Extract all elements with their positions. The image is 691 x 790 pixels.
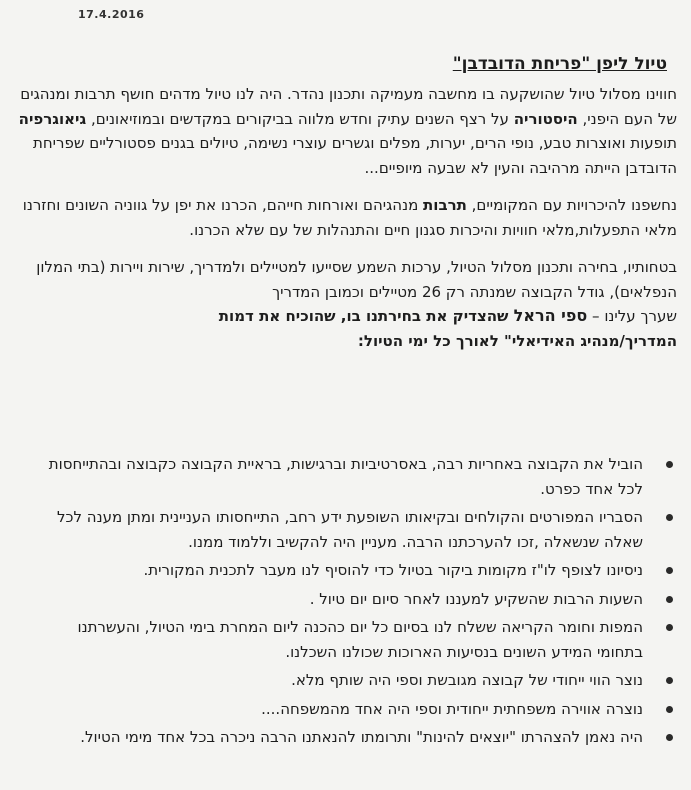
bullet-icon (666, 624, 673, 631)
list-item (40, 587, 677, 612)
bullet-icon (666, 734, 673, 741)
list-item (40, 558, 677, 583)
list-item (40, 452, 677, 501)
list-item-text: ניסיונו לצופף לו"ז מקומות ביקור בטיול כדי להוסיף לנו מעבר לתכנית המקורית. (143, 561, 643, 579)
list-item-text: היה נאמן להצהרתו "יוצאים להינות" ותרומתו להנאתנו הרבה ניכרה בכל אחד מימי הטיול. (80, 728, 643, 746)
guide-text-3: שערך עלינו – (587, 307, 677, 325)
bullet-icon (666, 567, 673, 574)
list-item (40, 725, 677, 750)
list-item-text: הסבריו המפורטים והקולחים ובקיאותו השופעת ידע רחב, התייחסותו העניינית ומתן מענה לכל שאלה שנשאלה ,זכו להערכתנו הרבה. מעניין היה להקשיב וללמוד ממנו. (57, 508, 643, 551)
list-item-text: המפות וחומר הקריאה ששלח לנו בסיום כל יום כהכנה ליום המחרת בימי הטיול, והעשרתנו בתחומי המידע השונים בנסיעות הארוכות שכולנו השכלנו. (77, 618, 643, 661)
list-item (40, 505, 677, 554)
paragraph-intro (12, 82, 677, 180)
guide-text-5: המדריך/מנהיג האידיאלי" לאורך כל ימי הטיול: (357, 331, 677, 350)
letter-date: 17.4.2016 (78, 8, 145, 21)
culture-text-1: נחשפנו להיכרויות עם המקומיים, (466, 196, 677, 214)
bullet-icon (666, 461, 673, 468)
guide-text-4: שהצדיק את בחירתנו בו, שהוכיח את דמות (218, 307, 514, 325)
list-item-text: נוצר הווי ייחודי של קבוצה מגובשת וספי היה שותף מלא. (291, 671, 643, 689)
praise-list (40, 452, 677, 754)
list-item (40, 697, 677, 722)
bullet-icon (666, 514, 673, 521)
bullet-icon (666, 677, 673, 684)
guide-name: ספי הראל (513, 306, 588, 325)
intro-text-1: חווינו מסלול טיול שהושקעה בו מחשבה מעמיקה ותכנון נהדר. היה לנו טיול מדהים חושף תרבות ומנהגים של העם היפני, (20, 85, 677, 128)
culture-bold: תרבות (423, 196, 467, 214)
intro-text-2: על רצף השנים עתיק וחדש מלווה בביקורים במקדשים ובמוזיאונים, (86, 109, 514, 128)
paragraph-culture (12, 193, 677, 242)
bullet-icon (666, 706, 673, 713)
list-item-text: הוביל את הקבוצה באחריות רבה, באסרטיביות וברגישות, בראיית הקבוצה כקבוצה ובהתייחסות לכל אחד כפרט. (48, 455, 643, 498)
list-item-text: נוצרה אווירה משפחתית ייחודית וספי היה אחד מהמשפחה.... (261, 699, 643, 718)
bullet-icon (666, 596, 673, 603)
list-item (40, 615, 677, 664)
letter-body (12, 82, 677, 353)
intro-bold-history: היסטוריה (513, 109, 578, 128)
guide-text-1: בטחותיו, בחירה ותכנון מסלול הטיול, ערכות השמע שסייעו למטיילים ולמדריך, שירות (143, 258, 677, 276)
guide-text-2: ויירות (בתי המלון הנפלאים), גודל הקבוצה שמנתה רק 26 מטיילים וכמובן המדריך (36, 258, 677, 301)
intro-text-3: תופעות ואוצרות טבע, נופי הרים, יערות, מפלים וגשרים עוצרי נשימה, טיולים בגנים פסטורליים שפריחת הדובדבן הייתה מרהיבה והעין לא שבעה מיופיים... (33, 134, 677, 177)
list-item (40, 668, 677, 693)
culture-text-2: מנהגיהם ואורחות חייהם, הכרנו את יפן על גווניה השונים וחזרנו מלאי התפעלות,מלאי חוויות והיכרות סגנון חיים והתנהלות של עם שלא הכרנו. (22, 196, 677, 239)
paragraph-guide (12, 255, 677, 353)
letter-title: טיול ליפן "פריחת הדובדבן" (452, 54, 667, 74)
list-item-text: השעות הרבות שהשקיע למעננו לאחר סיום יום טיול . (309, 589, 643, 608)
intro-bold-geography: גיאוגרפיה (18, 109, 87, 128)
